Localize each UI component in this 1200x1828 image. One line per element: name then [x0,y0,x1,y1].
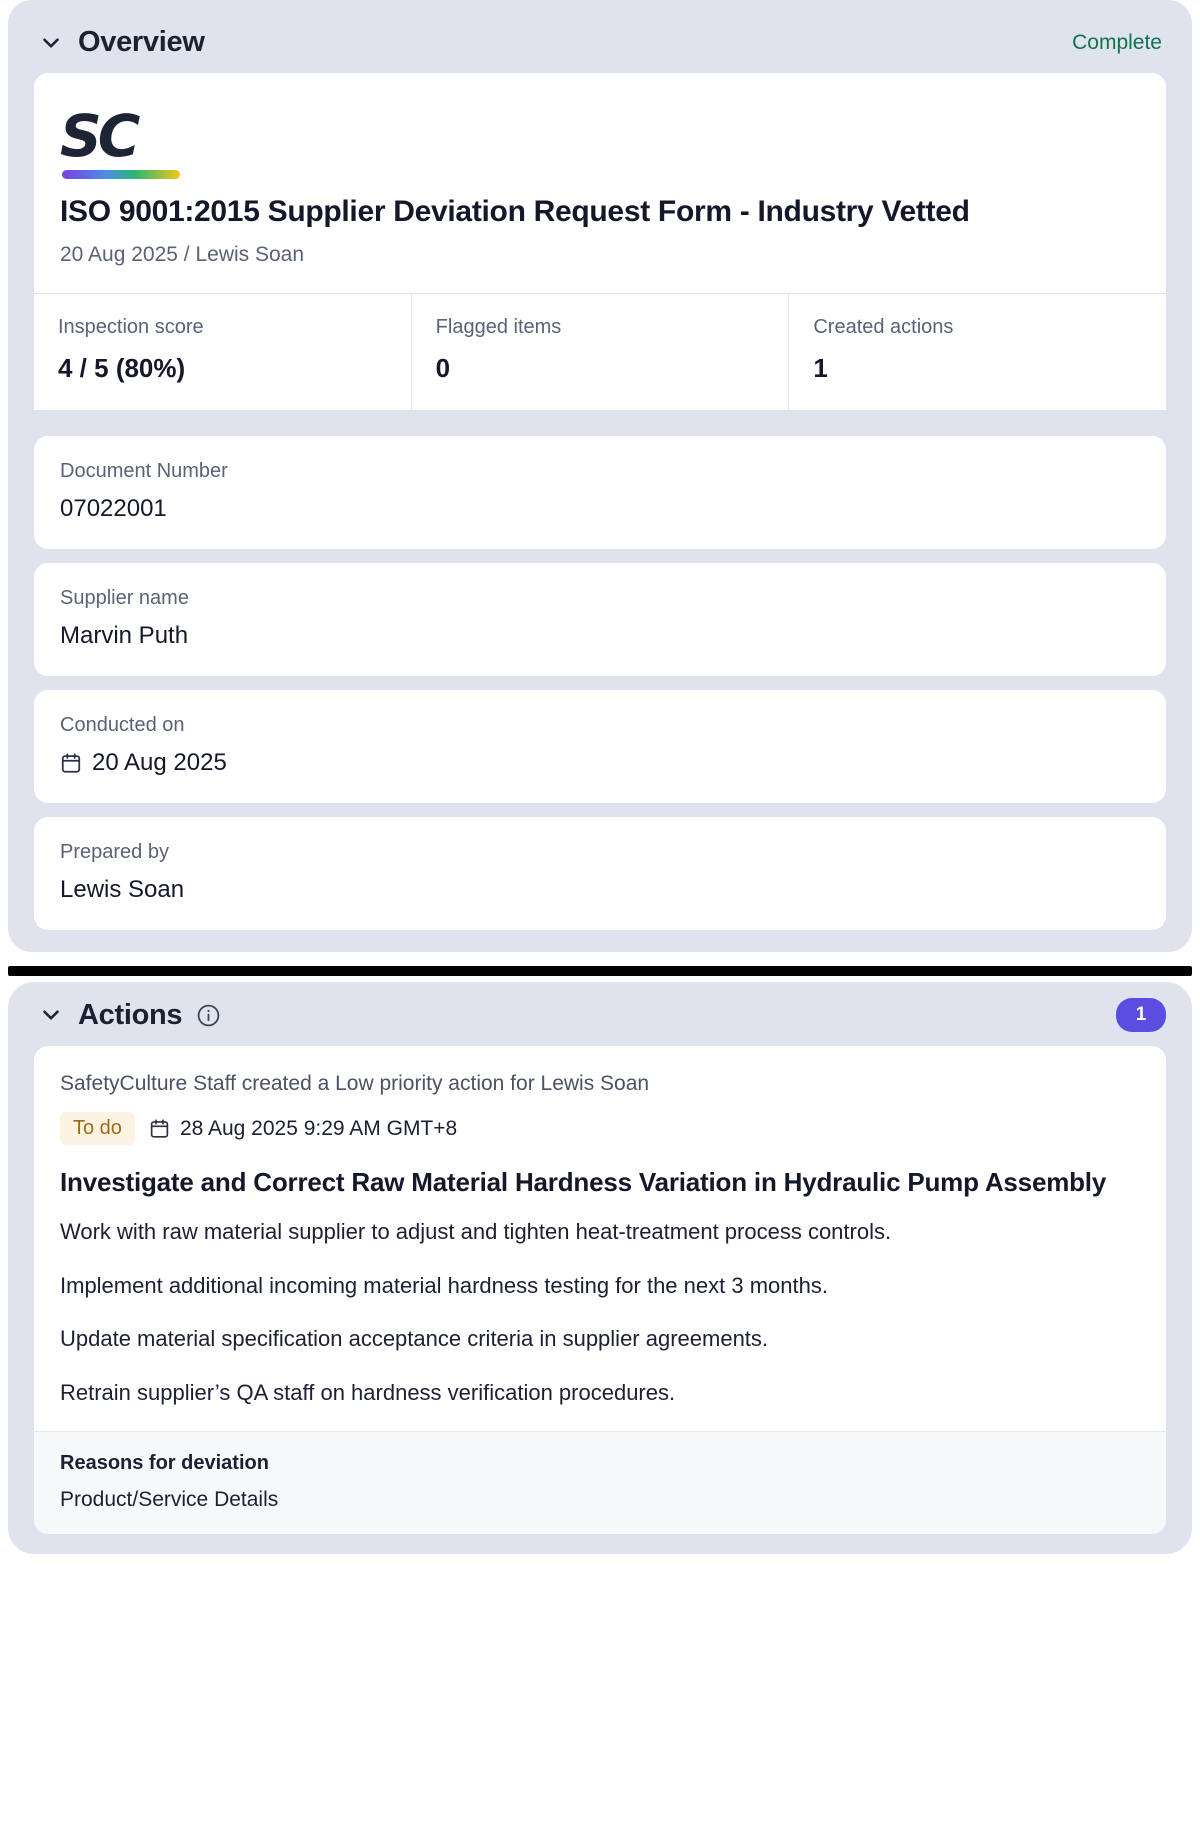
calendar-icon [60,752,82,774]
field-prepared-by [34,817,1166,930]
calendar-icon [149,1118,171,1140]
overview-summary-card [34,73,1166,410]
field-value: 07022001 [60,495,167,523]
action-due-date [149,1117,457,1141]
section-divider [8,966,1192,976]
field-value: Marvin Puth [60,622,189,650]
field-supplier-name [34,563,1166,676]
action-item-card[interactable] [34,1046,1166,1534]
stat-value: 1 [813,353,828,384]
status-badge[interactable]: To do [60,1112,135,1145]
chevron-down-icon[interactable] [38,30,64,56]
field-label: Document Number [60,460,228,483]
logo-gradient-bar [62,170,180,179]
actions-panel [8,982,1192,1554]
action-footer-label: Reasons for deviation [60,1452,269,1475]
info-icon[interactable] [196,1003,221,1028]
stat-inspection-score [34,294,412,410]
stat-label: Flagged items [435,316,562,339]
overview-title: Overview [78,26,205,58]
action-paragraph: Update material specification acceptance criteria in supplier agreements. [60,1326,769,1352]
overview-panel [8,0,1192,952]
stat-created-actions [789,294,1166,410]
overview-status-label: Complete [1072,30,1162,54]
stat-value: 0 [435,353,451,384]
page-title: ISO 9001:2015 Supplier Deviation Request Form - Industry Vetted [60,195,970,228]
actions-header-left [38,999,221,1032]
logo-container [34,73,1166,191]
action-date-text: 28 Aug 2025 9:29 AM GMT+8 [179,1116,458,1140]
stat-label: Inspection score [58,316,204,339]
action-paragraph: Retrain supplier’s QA staff on hardness verification procedures. [60,1380,676,1406]
action-footer [34,1431,1166,1534]
field-conducted-on [34,690,1166,803]
field-label: Conducted on [60,714,185,737]
field-document-number [34,436,1166,549]
overview-section-header [8,10,1192,73]
action-status-row [60,1112,1140,1145]
action-paragraph: Work with raw material supplier to adjust and tighten heat-treatment process controls. [60,1218,892,1244]
stat-label: Created actions [813,316,954,339]
document-subtitle: 20 Aug 2025 / Lewis Soan [60,243,305,267]
conducted-on-value: 20 Aug 2025 [92,749,227,777]
field-value-row [60,749,1140,777]
chevron-down-icon[interactable] [38,1002,64,1028]
stats-row [34,293,1166,410]
action-footer-value: Product/Service Details [60,1488,279,1512]
actions-title: Actions [78,998,183,1031]
action-paragraph: Implement additional incoming material hardness testing for the next 3 months. [60,1272,828,1298]
field-label: Supplier name [60,587,189,610]
logo-text: SC [60,102,137,170]
action-title: Investigate and Correct Raw Material Hardness Variation in Hydraulic Pump Assembly [60,1167,1107,1198]
stat-flagged-items [412,294,790,410]
field-label: Prepared by [60,841,169,864]
action-meta: SafetyCulture Staff created a Low priority action for Lewis Soan [60,1072,650,1096]
safetyculture-logo [60,102,200,181]
overview-header-left [38,26,205,59]
field-value: Lewis Soan [60,876,185,904]
actions-section-header [8,982,1192,1046]
stat-value: 4 / 5 (80%) [58,353,186,384]
action-body [34,1046,1166,1431]
actions-count-badge: 1 [1116,998,1166,1032]
